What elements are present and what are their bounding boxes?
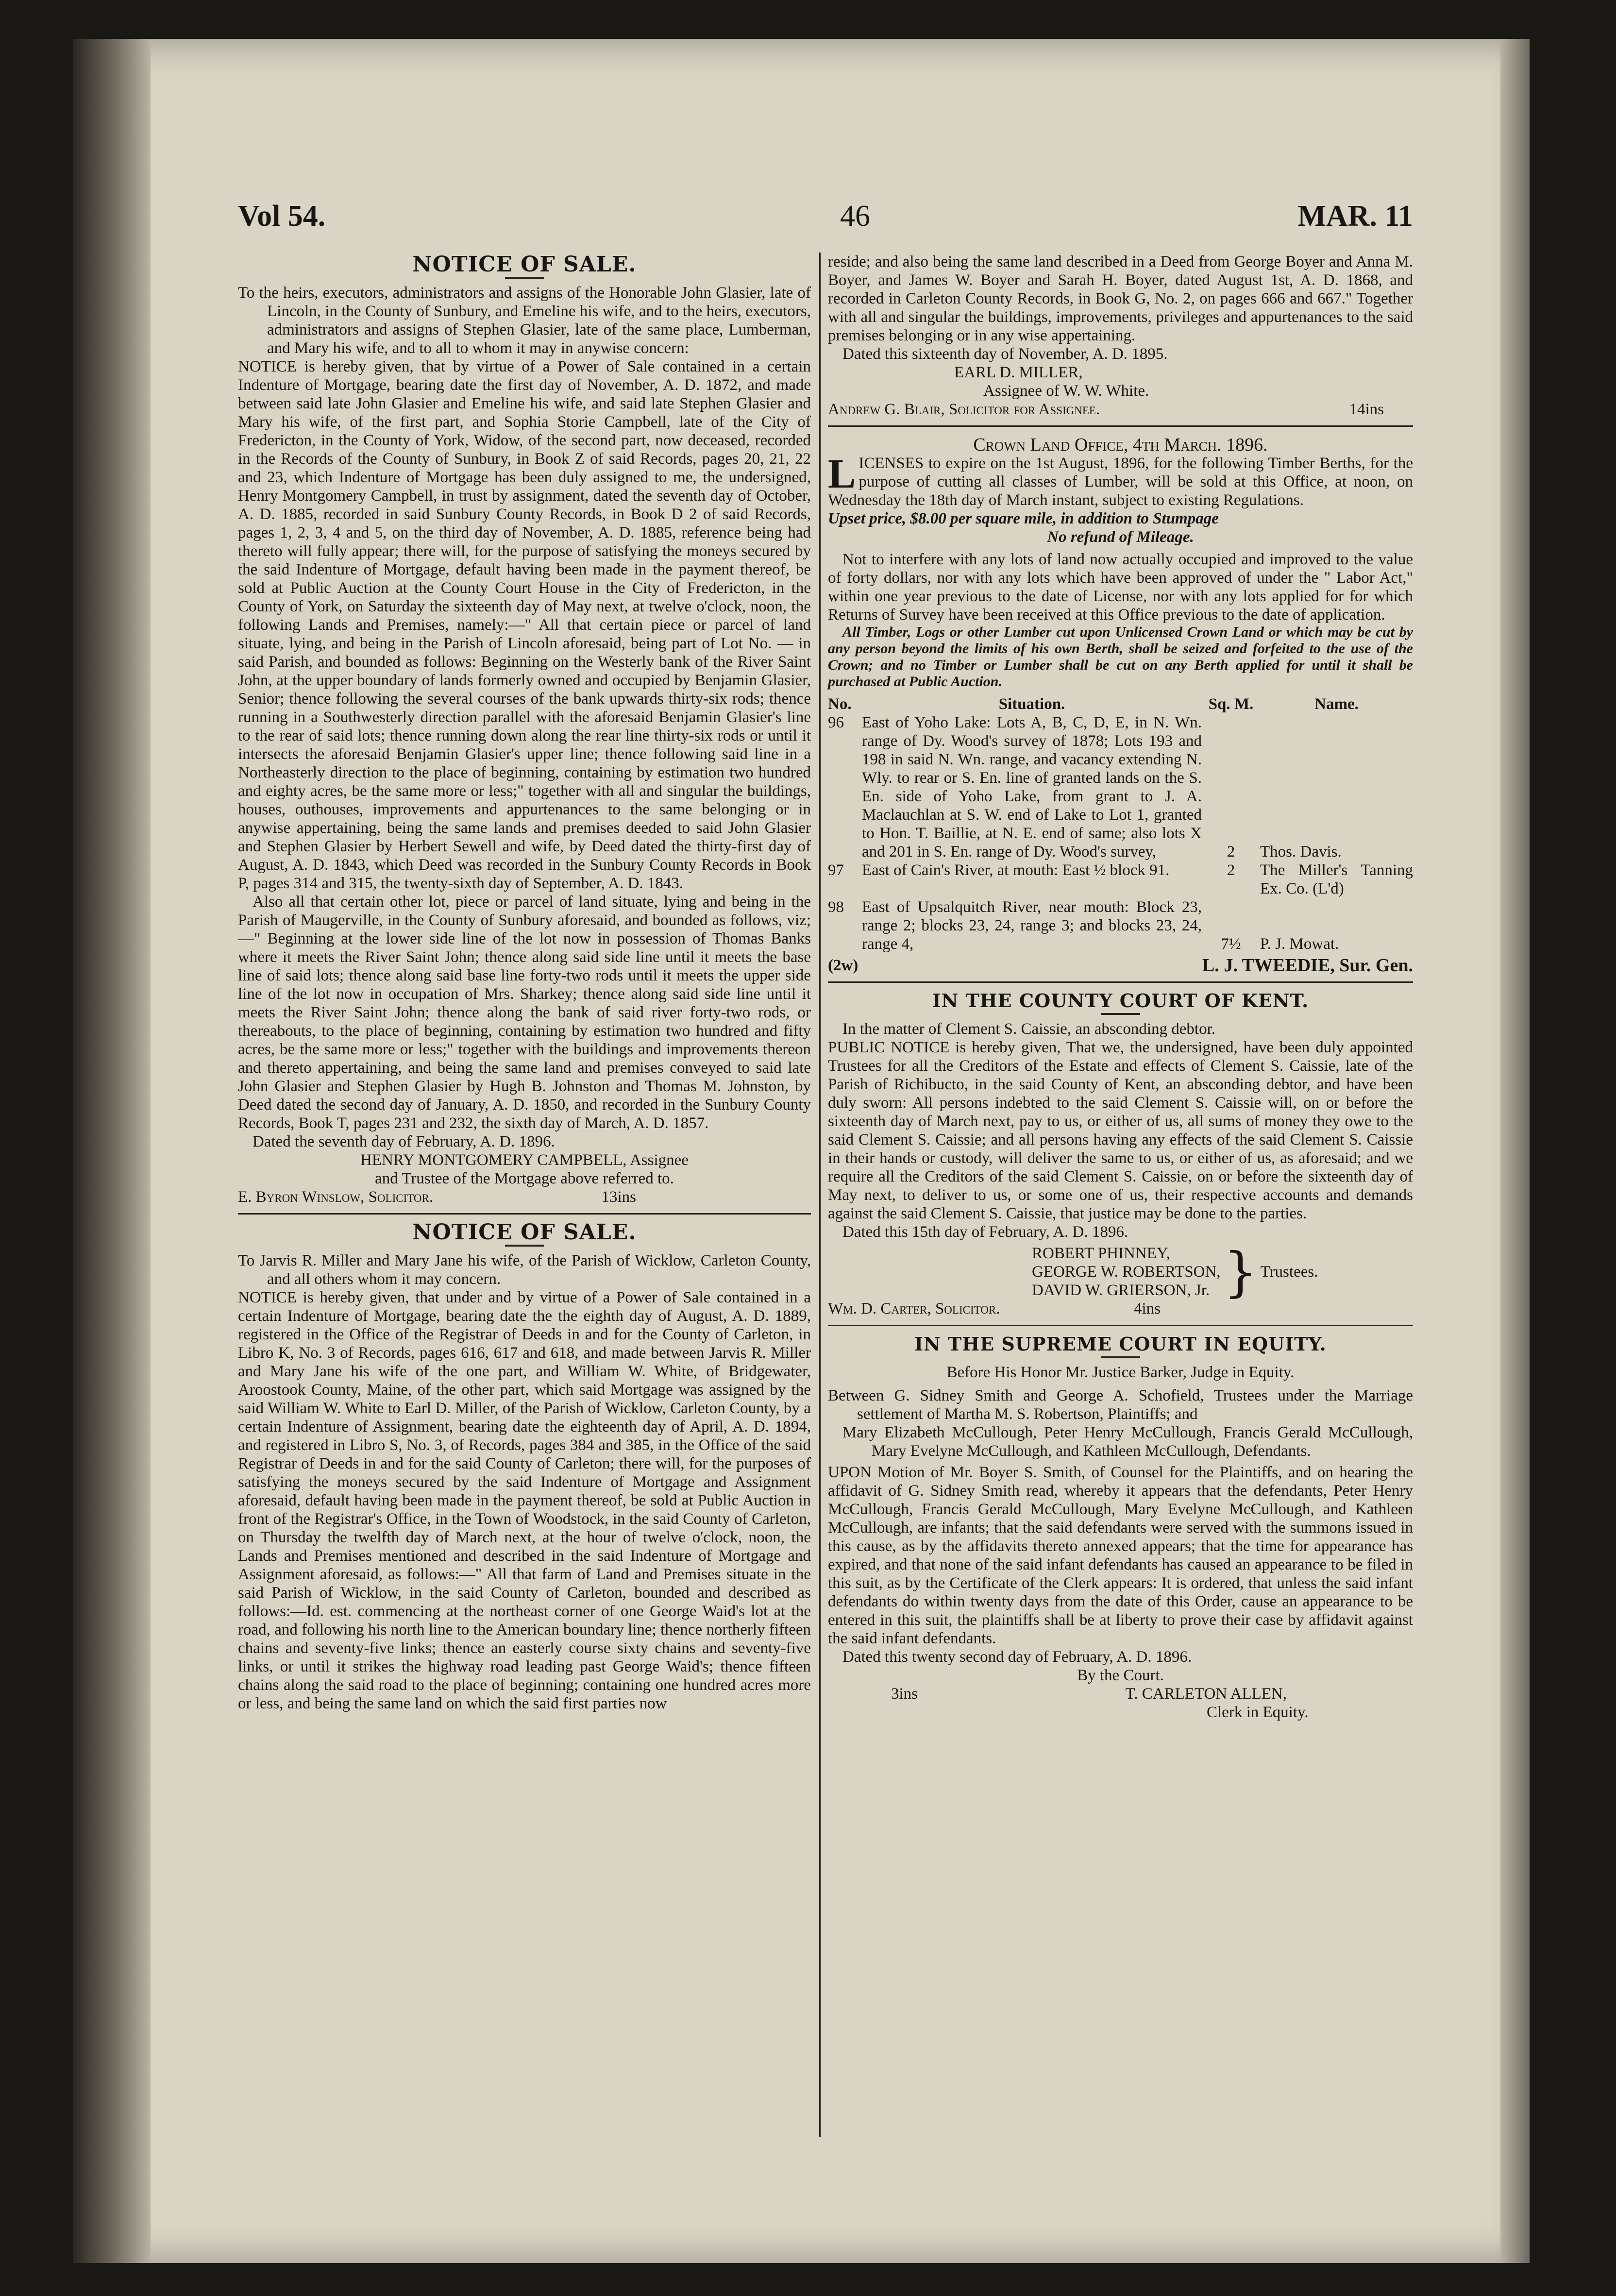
signature-name: HENRY MONTGOMERY CAMPBELL, Assignee <box>360 1151 689 1169</box>
signature-name: EARL D. MILLER, <box>954 364 1083 381</box>
title-rule <box>505 277 544 279</box>
notice-of-sale-miller-continued <box>828 253 1413 419</box>
county-court-notice <box>828 992 1413 1318</box>
notice-body-continued: Also all that certain other lot, piece or parcel of land situate, lying and being in the Parish of Maugerville, in the County of Sunbury aforesaid, and bounded as follows, viz;—" Beginning at the lower side line of the lot now in possession of Thomas Banks where it meets the River Saint John; thence along said side line until it meets the base line of said lots; thence along said base line forty-two rods until it meets the upper side line of the lot now in occupation of Mrs. Sharkey; thence along said side line until it meets the River Saint John; thence along the bank of said river forty-two rods, or thereabouts, to the place of beginning, containing by estimation two hundred and fifty acres, be the same more or less;" together with the buildings and improvements thereon and thereto appertaining, and being the same land and premises conveyed to said late John Glasier and Stephen Glasier by Hugh B. Johnston and Thomas M. Johnston, by Deed dated the second day of January, A. D. 1850, and recorded in the Sunbury County Records, Book T, pages 231 and 232, the sixth day of March, A. D. 1857. <box>238 893 811 1132</box>
berth-no: 97 <box>828 861 844 879</box>
section-rule <box>828 1325 1413 1326</box>
notice-body: NOTICE is hereby given, that by virtue of a Power of Sale contained in a certain Indenture of Mortgage, bearing date the first day of November, A. D. 1872, and made between said late John Glasier and Emeline his wife, and said late Stephen Glasier and Mary his wife, of the first part, and Sophia Storie Campbell, late of the City of Fredericton, in the County of York, Widow, of the second part, now deceased, recorded in the Records of the County of Sunbury, in Book Z of said Records, pages 20, 21, 22 and 23, which Indenture of Mortgage has been duly assigned to me, the undersigned, Henry Montgomery Campbell, in trust by assignment, dated the seventh day of October, A. D. 1885, recorded in said Sunbury County Records, in Book D 2 of said Records, pages 1, 2, 3, 4 and 5, on the third day of November, A. D. 1885, reference being had thereto will fully appear; there will, for the purpose of satisfying the moneys secured by the said Indenture of Mortgage, default having been made in the payment thereof, be sold at Public Auction at the County Court House in the City of Fredericton, in the County of York, on Saturday the sixteenth day of May next, at twelve o'clock, noon, the following Lands and Premises, namely:—" All that certain piece or parcel of land situate, lying, and being in the Parish of Lincoln aforesaid, being part of Lot No. — in said Parish, and bounded as follows: Beginning on the Westerly bank of the River Saint John, at the upper boundary of lands formerly owned and occupied by Benjamin Glasier, Senior; thence following the several courses of the bank upwards thirty-six rods; thence running in a Southwesterly direction parallel with the aforesaid Benjamin Glasier's line to the rear of said lots; thence running down along the rear line thirty-six rods or until it intersects the aforesaid Benjamin Glasier's upper line; thence following said line in a Northeasterly direction to the place of beginning, containing by estimation two hundred and eighty acres, be the same more or less;" together with all and singular the buildings, houses, outhouses, improvements and appurtenances to the same belonging or in anywise appertaining, being the same lands and premises deeded to said John Glasier and Stephen Glasier by Herbert Sewell and wife, by Deed dated the thirty-first day of August, A. D. 1843, which Deed was recorded in the Sunbury County Records in Book P, pages 314 and 315, the twenty-sixth day of September, A. D. 1843. <box>238 358 811 892</box>
berth-situation: East of Cain's River, at mouth: East ½ block 91. <box>862 861 1170 879</box>
berth-situation: East of Upsalquitch River, near mouth: Block 23, range 2; blocks 23, 24, range 3; and blocks 23, 24, range 4, <box>862 898 1202 953</box>
solicitor-line <box>828 1300 1413 1318</box>
notice-address: To the heirs, executors, administrators and assigns of the Honorable John Glasier, late of Lincoln, in the County of Sunbury, and Emeline his wife, and to the heirs, executors, administrators and assigns of Stephen Glasier, late of the same place, Lumberman, and Mary his wife, and to all to whom it may in anywise concern: <box>238 284 811 357</box>
notice-title: NOTICE OF SALE. <box>412 252 637 277</box>
court-title: IN THE COUNTY COURT OF KENT. <box>932 990 1309 1012</box>
berth-name: Thos. Davis. <box>1260 843 1342 861</box>
court-title: IN THE SUPREME COURT IN EQUITY. <box>914 1333 1327 1355</box>
clerk-signature-line <box>828 1685 1413 1703</box>
brace-glyph: } <box>1223 1241 1258 1303</box>
supreme-court-notice <box>828 1335 1413 1722</box>
by-the-court: By the Court. <box>1077 1667 1164 1684</box>
section-rule <box>238 1213 811 1215</box>
signature-title: and Trustee of the Mortgage above referred to. <box>375 1170 674 1187</box>
berth-name: The Miller's Tanning Ex. Co. (L'd) <box>1260 861 1413 897</box>
insertion-count: 4ins <box>1133 1300 1161 1317</box>
left-column <box>238 253 811 1713</box>
insertion-count: 13ins <box>601 1188 636 1206</box>
berth-no: 96 <box>828 714 844 731</box>
notice-address: To Jarvis R. Miller and Mary Jane his wife, of the Parish of Wicklow, Carleton County, and all others whom it may concern. <box>238 1252 811 1288</box>
notice-dated: Dated this sixteenth day of November, A. D. 1895. <box>842 345 1168 363</box>
page-header <box>238 199 1413 253</box>
upset-price: Upset price, $8.00 per square mile, in addition to Stumpage <box>828 510 1219 527</box>
trustee-names <box>828 1244 1221 1300</box>
surveyor-general: L. J. TWEEDIE, Sur. Gen. <box>1202 955 1413 976</box>
berth-sqm: 2 <box>1227 861 1235 879</box>
berth-situation: East of Yoho Lake: Lots A, B, C, D, E, in N. Wn. range of Dy. Wood's survey of 1878; Lots 193 and 198 in said N. Wn. range, and vacancy extending N. Wly. to rear or S. En. line of granted lands on the S. En. side of Yoho Lake, from grant to J. A. Maclauchlan at S. W. end of Lake to Lot 1, granted to Hon. T. Baillie, at N. E. end of same; also lots X and 201 in S. En. range of Dy. Wood's survey, <box>862 714 1202 861</box>
crown-land-heading: Crown Land Office, 4th March. 1896. <box>973 435 1268 455</box>
column-divider <box>819 253 821 2137</box>
section-rule <box>828 981 1413 983</box>
notice-dated: Dated the seventh day of February, A. D. 1896. <box>252 1133 555 1150</box>
intro-text: ICENSES to expire on the 1st August, 1896, for the following Timber Berths, for the purpose of cutting all classes of Lumber, will be sold at this Office, at noon, on Wednesday the 18th day of March instant, subject to existing Regulations. <box>828 455 1413 509</box>
page-content <box>238 199 1413 1721</box>
court-order: UPON Motion of Mr. Boyer S. Smith, of Counsel for the Plaintiffs, and on hearing the affidavit of G. Sidney Smith read, whereby it appears that the defendants, Peter Henry McCullough, Francis Gerald McCullough, Mary Evelyne McCullough, and Kathleen McCullough, are infants; that the said defendants were served with the summons issued in this cause, as by the affidavits thereto annexed appears; that the time for appearance has expired, and that none of the said infant defendants has caused an appearance to be filed in this suit, as by the Certificate of the Clerk appears: It is ordered, that unless the said infant defendants do within twenty days from the date of this Order, cause an appearance to be entered in this suit, the plaintiffs shall be at liberty to prove their case by affidavit against the said infant defendants. <box>828 1464 1413 1647</box>
title-rule <box>1101 1356 1140 1358</box>
clerk-title: Clerk in Equity. <box>1207 1704 1309 1721</box>
table-row <box>828 713 1413 861</box>
berth-no: 98 <box>828 898 844 916</box>
court-plaintiffs: Between G. Sidney Smith and George A. Schofield, Trustees under the Marriage settlement of Martha M. S. Robertson, Plaintiffs; and <box>828 1387 1413 1423</box>
berth-sqm: 2 <box>1227 843 1235 861</box>
notice-body-continued: reside; and also being the same land described in a Deed from George Boyer and Anna M. Boyer, and James W. Boyer and Sarah H. Boyer, dated August 1st, A. D. 1868, and recorded in Carleton County Records, in Book G, No. 2, on pages 666 and 667." Together with all and singular the buildings, improvements, privileges and appurtenances to the said premises belonging or in any wise appertaining. <box>828 253 1413 344</box>
col-header-sqm: Sq. M. <box>1208 695 1254 713</box>
solicitor-name: Andrew G. Blair, Solicitor for Assignee. <box>828 401 1100 418</box>
court-judge: Before His Honor Mr. Justice Barker, Judge in Equity. <box>946 1364 1295 1381</box>
notice-body: NOTICE is hereby given, that under and by virtue of a Power of Sale contained in a certain Indenture of Mortgage, bearing date the the eighth day of August, A. D. 1889, registered in the Office of the Registrar of Deeds in and for the County of Carleton, in Libro K, No. 3 of Records, pages 616, 617 and 618, and made between Jarvis R. Miller and Mary Jane his wife of the one part, and William W. White, of Bridgewater, Aroostook County, Maine, of the other part, which said Mortgage was assigned by the said William W. White to Earl D. Miller, of the Parish of Wicklow, Carleton County, by a certain Indenture of Assignment, bearing date the eighteenth day of April, A. D. 1894, and registered in Libro S, No. 3, of Records, pages 384 and 385, in the Office of the said Registrar of Deeds in and for the said County of Carleton; there will, for the purposes of satisfying the moneys secured by the said Indenture of Mortgage and Assignment aforesaid, default having been made in the payment thereof, be sold at Public Auction in front of the Registrar's Office, in the Town of Woodstock, in the said County of Carleton, on Thursday the twelfth day of March next, at the hour of twelve o'clock, noon, the Lands and Premises mentioned and described in the said Indenture of Mortgage and Assignment aforesaid, as follows:—" All that farm of Land and Premises situate in the said Parish of Wicklow, in the said County of Carleton, bounded and described as follows:—Id. est. commencing at the northeast corner of one George Waid's lot at the road, and following his north line to the American boundary line; thence northerly fifteen chains and seventy-five links; thence an easterly course sixty chains and seventy-five links, or until it strikes the highway road leading past George Waid's; thence fifteen chains along the said road to the place of beginning; containing one hundred acres more or less, and being the same land on which the said first parties now <box>238 1289 811 1712</box>
notice-of-sale-glasier <box>238 252 811 1206</box>
table-row <box>828 898 1413 953</box>
issue-date: MAR. 11 <box>1297 200 1413 233</box>
trustee-name: DAVID W. GRIERSON, Jr. <box>1032 1282 1210 1299</box>
crown-land-conditions: Not to interfere with any lots of land now actually occupied and improved to the value of forty dollars, nor with any lots which have been approved of under the " Labor Act," within one year previous to the date of License, nor with any lots applied for for which Returns of Survey have been received at this Office previous to the date of application. <box>828 551 1413 624</box>
title-rule <box>505 1245 544 1247</box>
crown-land-intro <box>828 450 1413 509</box>
insertion-count: 3ins <box>891 1685 918 1703</box>
solicitor-name: Wm. D. Carter, Solicitor. <box>828 1300 1000 1317</box>
court-defendants: Mary Elizabeth McCullough, Peter Henry McCullough, Francis Gerald McCullough, Mary Evelyne McCullough, and Kathleen McCullough, Defendants. <box>842 1424 1413 1460</box>
signature-title: Assignee of W. W. White. <box>983 382 1149 400</box>
table-row <box>828 861 1413 898</box>
right-column <box>828 253 1413 1722</box>
berth-table-header <box>828 695 1413 713</box>
crown-land-signature <box>828 956 1413 975</box>
insertion-count: (2w) <box>828 957 858 974</box>
solicitor-line <box>828 400 1413 419</box>
court-dated: Dated this twenty second day of February, A. D. 1896. <box>842 1648 1192 1666</box>
page-edge <box>1500 39 1530 2263</box>
crown-land-warning: All Timber, Logs or other Lumber cut upon Unlicensed Crown Land or which may be cut by any person beyond the limits of his own Berth, shall be seized and forfeited to the use of the Crown; and no Timber or Lumber shall be cut on any Berth applied for until it shall be purchased at Public Auction. <box>828 624 1413 690</box>
court-dated: Dated this 15th day of February, A. D. 1896. <box>842 1223 1128 1241</box>
section-rule <box>828 425 1413 427</box>
refund-note: No refund of Mileage. <box>1047 528 1194 546</box>
drop-cap: L <box>828 450 856 497</box>
columns <box>238 253 1413 2146</box>
court-matter: In the matter of Clement S. Caissie, an absconding debtor. <box>842 1020 1216 1038</box>
col-header-name: Name. <box>1314 695 1359 713</box>
title-rule <box>1101 1013 1140 1015</box>
col-header-no: No. <box>828 695 852 713</box>
notice-title: NOTICE OF SALE. <box>412 1220 637 1245</box>
trustees-label: Trustees. <box>1260 1263 1318 1281</box>
notice-of-sale-miller <box>238 1220 811 1713</box>
page-number: 46 <box>840 200 870 233</box>
solicitor-name: E. Byron Winslow, Solicitor. <box>238 1188 434 1206</box>
col-header-situation: Situation. <box>998 695 1065 713</box>
berth-sqm: 7½ <box>1221 935 1241 953</box>
trustees-block <box>828 1241 1413 1303</box>
clerk-name: T. CARLETON ALLEN, <box>1125 1685 1287 1703</box>
insertion-count: 14ins <box>1349 401 1384 418</box>
page-binding <box>73 39 151 2263</box>
crown-land-notice <box>828 436 1413 975</box>
berth-name: P. J. Mowat. <box>1260 935 1339 953</box>
newspaper-page <box>73 39 1530 2263</box>
solicitor-line <box>238 1188 811 1206</box>
trustee-name: ROBERT PHINNEY, <box>1032 1245 1170 1262</box>
volume-label: Vol 54. <box>238 200 326 233</box>
trustee-name: GEORGE W. ROBERTSON, <box>1032 1263 1221 1281</box>
court-body: PUBLIC NOTICE is hereby given, That we, the undersigned, have been duly appointed Trustees for all the Creditors of the Estate and effects of Clement S. Caissie, late of the Parish of Richibucto, in the said County of Kent, an absconding debtor, and have been duly sworn: All persons indebted to the said Clement S. Caissie will, on or before the sixteenth day of March next, pay to us, or either of us, all sums of money they owe to the said Clement S. Caissie; and all persons having any effects of the said Clement S. Caissie in their hands or custody, will deliver the same to us, or either of us, as aforesaid; and we require all the Creditors of the said Clement S. Caissie, on or before the sixteenth day of May next, to deliver to us, or some one of us, their respective accounts and demands against the said Clement S. Caissie, that justice may be done to the parties. <box>828 1039 1413 1222</box>
